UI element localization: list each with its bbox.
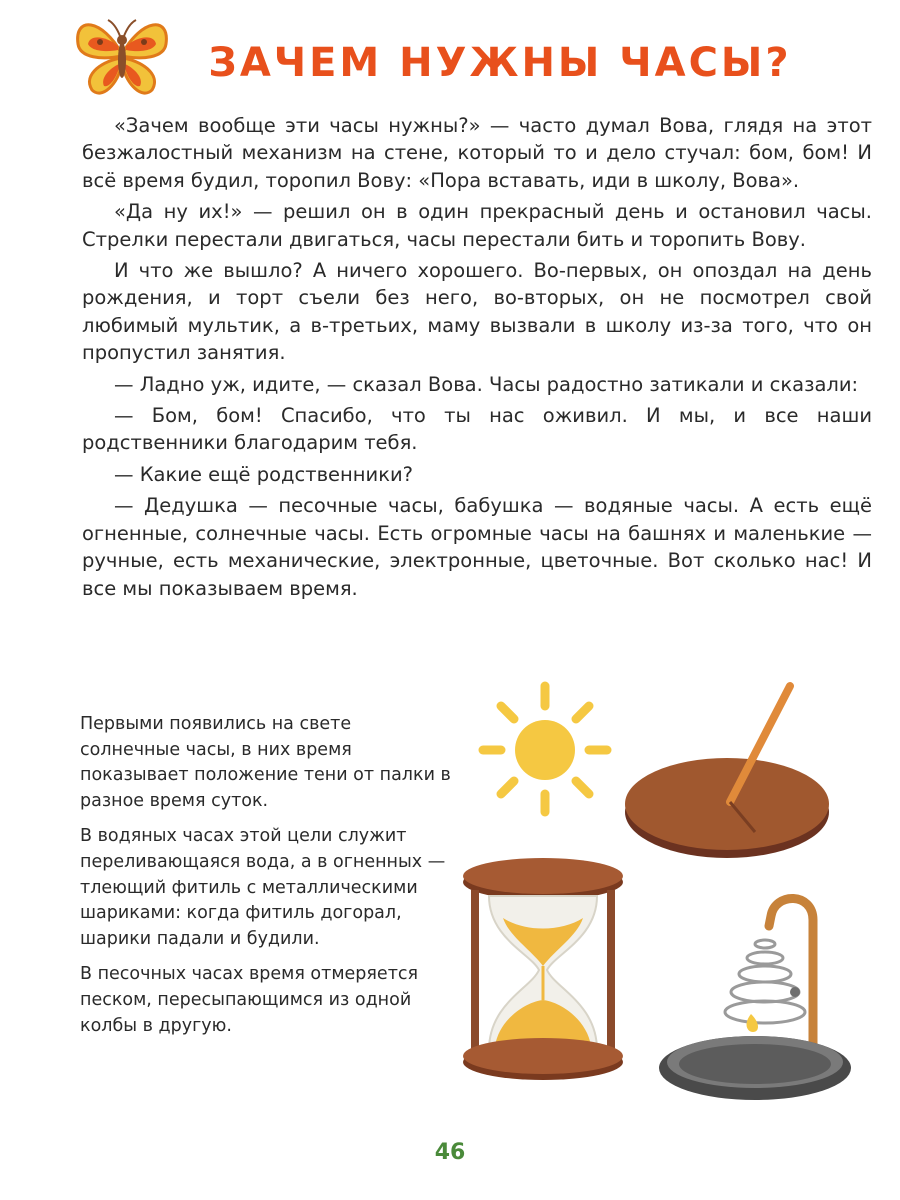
clocks-illustration <box>455 670 875 1130</box>
butterfly-icon <box>72 8 172 100</box>
sun-icon <box>483 686 607 812</box>
story-paragraph: — Ладно уж, идите, — сказал Вова. Часы радостно затикали и сказали: <box>114 372 859 396</box>
story-paragraph: «Зачем вообще эти часы нужны?» — часто думал Вова, глядя на этот безжалостный механизм на стене, который то и дело стучал: бом, бом! И всё время будил, торопил Вову: «Пора вставать, иди в школу, Вова». <box>82 114 872 192</box>
page-title: ЗАЧЕМ НУЖНЫ ЧАСЫ? <box>208 40 792 86</box>
story-paragraph: — Бом, бом! Спасибо, что ты нас оживил. И мы, и все наши родственники благодарим тебя. <box>82 404 872 455</box>
sundial-icon <box>625 686 829 858</box>
fire-clock-icon <box>659 898 851 1100</box>
story-text <box>82 112 872 606</box>
fact-paragraph: В водяных часах этой цели служит переливающаяся вода, а в огненных — тлеющий фитиль с металлическими шариками: когда фитиль догорал, шарики падали и будили. <box>80 826 446 949</box>
fact-paragraph: Первыми появились на свете солнечные часы, в них время показывает положение тени от палки в разное время суток. <box>80 714 451 811</box>
hourglass-icon <box>463 858 623 1080</box>
story-paragraph: — Какие ещё родственники? <box>114 462 414 486</box>
story-paragraph: — Дедушка — песочные часы, бабушка — водяные часы. А есть ещё огненные, солнечные часы. Есть огромные часы на башнях и маленькие — ручные, есть механические, электронные, цветочные. Вот сколько нас! И все мы показываем время. <box>82 494 872 600</box>
fact-paragraph: В песочных часах время отмеряется песком, пересыпающимся из одной колбы в другую. <box>80 964 419 1036</box>
facts-text <box>80 712 452 1049</box>
story-paragraph: «Да ну их!» — решил он в один прекрасный день и остановил часы. Стрелки перестали двигаться, часы перестали бить и торопить Вову. <box>82 200 872 251</box>
page-number: 46 <box>434 1140 466 1165</box>
story-paragraph: И что же вышло? А ничего хорошего. Во-первых, он опоздал на день рождения, и торт съели без него, во-вторых, он не посмотрел свой любимый мультик, а в-третьих, маму вызвали в школу из-за того, что он пропустил занятия. <box>82 259 872 365</box>
